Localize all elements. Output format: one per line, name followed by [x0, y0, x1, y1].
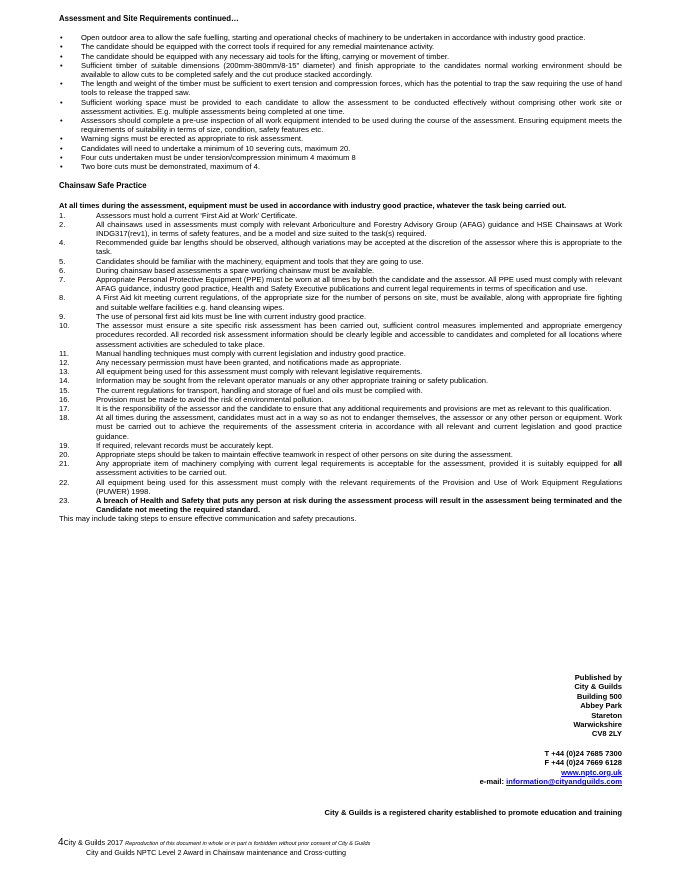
- closing-note: This may include taking steps to ensure effective communication and safety precautions.: [59, 514, 357, 524]
- list-item: 21. Any appropriate item of machinery complying with current legal requirements is acceptable for the assessment, provided it is suitably equipped for all assessment activities to be carried out.: [59, 459, 622, 478]
- list-item: 5. Candidates should be familiar with the machinery, equipment and tools that they are going to use.: [59, 256, 424, 266]
- bullet-icon: •: [60, 143, 63, 153]
- list-item: 10. The assessor must ensure a site specific risk assessment has been carried out, sufficient control measures implemented and appropriate emergency procedures recorded. All recorded risk assessment information should be clearly legible and accessible to candidates and completed for all locations where assessment activities are scheduled to take place.: [59, 321, 622, 349]
- bullet-icon: •: [60, 42, 63, 52]
- website-link[interactable]: www.nptc.org.uk: [561, 767, 622, 777]
- list-item: 6. During chainsaw based assessments a spare working chainsaw must be available.: [59, 265, 375, 275]
- list-item: 16. Provision must be made to avoid the risk of environmental pollution.: [59, 394, 324, 404]
- list-item: 1. Assessors must hold a current ‘First Aid at Work’ Certificate.: [59, 210, 298, 220]
- section-heading-chainsaw-safe-practice: Chainsaw Safe Practice: [59, 181, 147, 191]
- telephone: T +44 (0)24 7685 7300: [544, 749, 622, 758]
- bullet-icon: •: [60, 162, 63, 172]
- bullet-icon: •: [60, 116, 63, 126]
- list-item: • Two bore cuts must be demonstrated, maximum of 4.: [60, 162, 260, 172]
- list-item: 19. If required, relevant records must be accurately kept.: [59, 440, 274, 450]
- footer-title: City and Guilds NPTC Level 2 Award in Chainsaw maintenance and Cross-cutting: [86, 848, 346, 857]
- list-item: • Sufficient working space must be provided to each candidate to allow the assessment to be conducted effectively without comprising other work site or assessment activities. E.g. multiple assessments being completed at one time.: [60, 97, 622, 116]
- email-link[interactable]: information@cityandguilds.com: [506, 777, 622, 787]
- list-item: • The candidate should be equipped with any necessary aid tools for the lifting, carrying or movement of timber.: [60, 51, 450, 61]
- list-item: 20. Appropriate steps should be taken to maintain effective teamwork in respect of other persons on site during the assessment.: [59, 449, 513, 459]
- copyright: City & Guilds 2017: [63, 838, 124, 847]
- section-intro: At all times during the assessment, equipment must be used in accordance with industry good practice, whatever the task being carried out.: [59, 201, 567, 211]
- bullet-icon: •: [60, 33, 63, 43]
- page-number: 4: [58, 837, 64, 848]
- list-item: 14. Information may be sought from the relevant operator manuals or any other appropriate training or safety publication.: [59, 376, 489, 386]
- list-item: • Warning signs must be erected as appropriate to risk assessment.: [60, 134, 304, 144]
- list-item: • Open outdoor area to allow the safe fuelling, starting and operational checks of machinery to be undertaken in accordance with industry good practice.: [60, 33, 586, 43]
- heading-continued: Assessment and Site Requirements continued…: [59, 14, 239, 23]
- bullet-icon: •: [60, 60, 63, 70]
- list-item: 4. Recommended guide bar lengths should be observed, although variations may be accepted at the discretion of the assessor where this is appropriate to the task.: [59, 238, 622, 257]
- bullet-icon: •: [60, 79, 63, 89]
- charity-statement: City & Guilds is a registered charity established to promote education and training: [324, 808, 622, 817]
- bullet-icon: •: [60, 97, 63, 107]
- list-item: • Candidates will need to undertake a minimum of 10 severing cuts, maximum 20.: [60, 143, 351, 153]
- list-item: 7. Appropriate Personal Protective Equipment (PPE) must be worn at all times by both the candidate and the assessor. All PPE used must comply with relevant AFAG guidance, industry good practice, Health and Safety Executive publications and current legal requirements in terms of specification and use.: [59, 275, 622, 294]
- list-item: • The length and weight of the timber must be sufficient to exert tension and compression forces, which has the potential to trap the saw requiring the use of hand tools to release the trapped saw.: [60, 79, 622, 98]
- list-item: 11. Manual handling techniques must comply with current legislation and industry good practice.: [59, 348, 406, 358]
- list-item: 23. A breach of Health and Safety that puts any person at risk during the assessment process will result in the assessment being terminated and the Candidate not meeting the required standard.: [59, 495, 622, 515]
- publisher-block: Published by City & Guilds Building 500 Abbey Park Stareton Warwickshire CV8 2LY: [573, 673, 622, 739]
- list-item: • Sufficient timber of suitable dimensions (200mm-380mm/8-15" diameter) and finish appropriate to the candidates normal working environment should be available to allow cuts to be completed safely and the cut produce stacked accordingly.: [60, 60, 622, 80]
- reproduction-notice: Reproduction of this document in whole or in part is forbidden without prior consent of City & Guilds: [125, 841, 371, 847]
- requirements-list: [59, 33, 622, 171]
- bullet-icon: •: [60, 51, 63, 61]
- list-item: 13. All equipment being used for this assessment must comply with relevant legislative requirements.: [59, 367, 423, 377]
- list-item: • Four cuts undertaken must be under tension/compression minimum 4 maximum 8: [60, 152, 356, 162]
- list-item: • Assessors should complete a pre-use inspection of all work equipment intended to be used during the course of the assessment. Ensuring equipment meets the requirements of suitability in terms of size, condition, safety features etc.: [60, 116, 622, 135]
- list-item: 18. At all times during the assessment, candidates must act in a way so as not to endanger themselves, the assessor or any other person or equipment. Work must be carried out to achieve the requirements of the assessment criteria in accordance with all relevant and current legislation and good practice guidance.: [59, 413, 622, 441]
- list-item: 22. All equipment being used for this assessment must comply with the relevant requirements of the Provision and Use of Work Equipment Regulations (PUWER) 1998.: [59, 477, 622, 496]
- document-body: [59, 14, 622, 524]
- list-item: • The candidate should be equipped with the correct tools if required for any remedial maintenance activity.: [60, 42, 435, 52]
- list-item: 2. All chainsaws used in assessments must comply with relevant Arboriculture and Forestry Advisory Group (AFAG) guidance and HSE Chainsaws at Work INDG317(rev1), in terms of safety features, and be a model and size suited to the task(s) required.: [59, 219, 622, 239]
- fax: F +44 (0)24 7669 6128: [544, 758, 622, 768]
- list-item: 9. The use of personal first aid kits must be line with current industry good practice.: [59, 311, 367, 321]
- list-item: 8. A First Aid kit meeting current regulations, of the appropriate size for the number of persons on site, must be available, along with appropriate fire fighting and suitable welfare facilities e.g. hand cleansing wipes.: [59, 293, 622, 312]
- bullet-icon: •: [60, 134, 63, 144]
- list-item: 15. The current regulations for transport, handling and storage of fuel and oils must be complied with.: [59, 385, 423, 395]
- safe-practice-list: [59, 211, 622, 515]
- list-item: 17. It is the responsibility of the assessor and the candidate to ensure that any additional requirements and provisions are met as relevant to this qualification.: [59, 403, 612, 413]
- contact-block: T +44 (0)24 7685 7300 F +44 (0)24 7669 6128 www.nptc.org.uk e-mail: information@cityandguilds.com: [479, 749, 622, 787]
- bullet-icon: •: [60, 152, 63, 162]
- list-item: 12. Any necessary permission must have been granted, and notifications made as appropriate.: [59, 357, 402, 367]
